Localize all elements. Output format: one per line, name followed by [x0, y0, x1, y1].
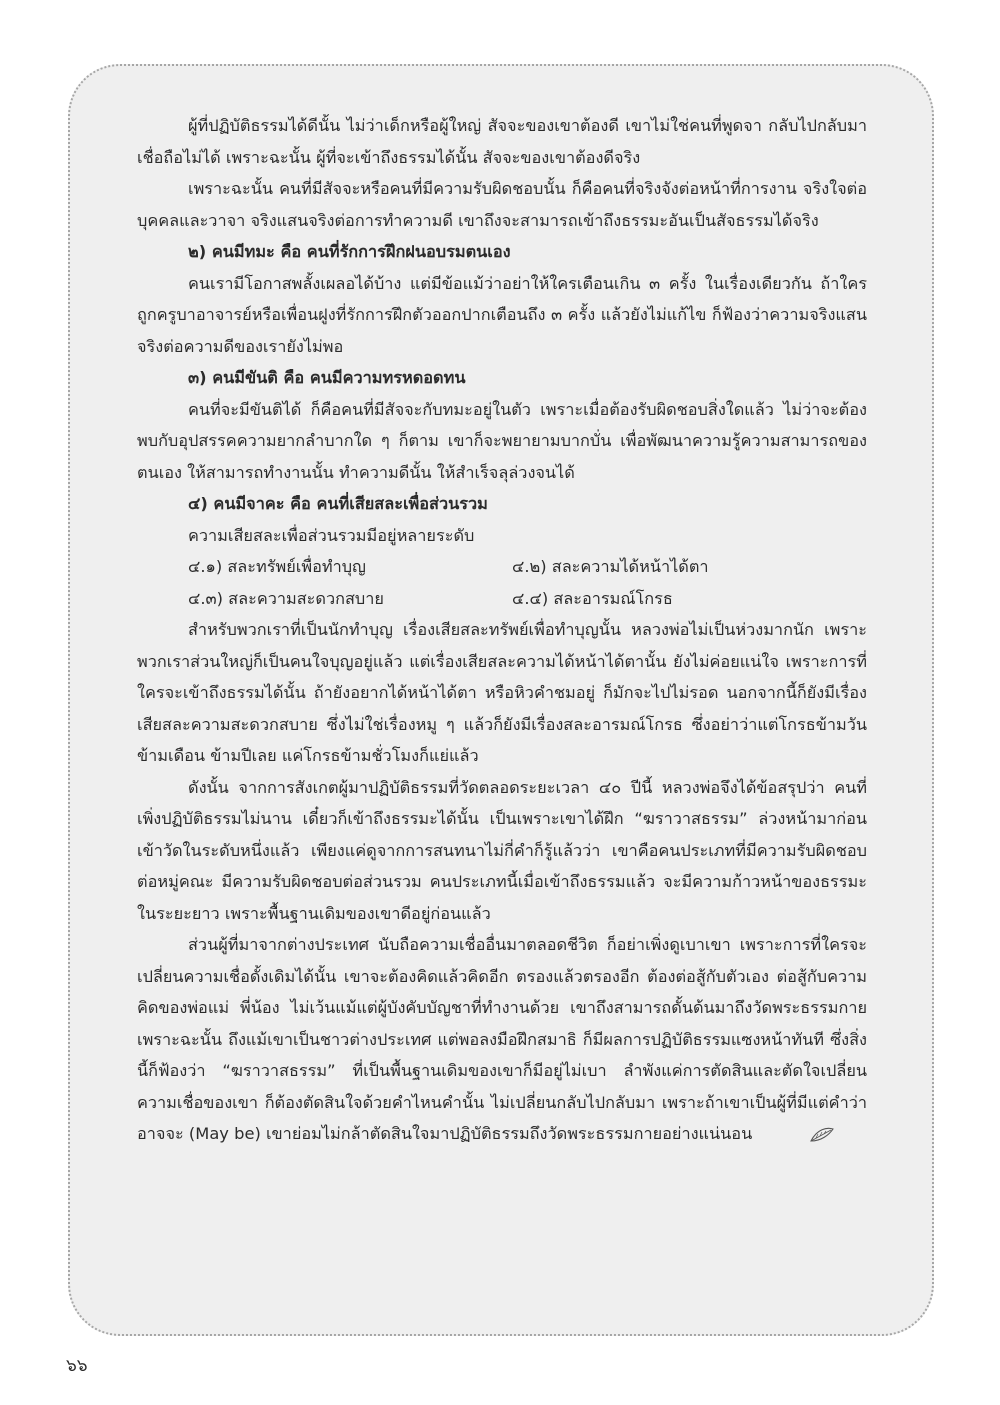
heading-jaga: ๔) คนมีจาคะ คือ คนที่เสียสละเพื่อส่วนรวม: [188, 494, 488, 513]
list-item-4-2: ๔.๒) สละความได้หน้าได้ตา: [512, 557, 709, 576]
paragraph-5: ความเสียสละเพื่อส่วนรวมมีอยู่หลายระดับ: [188, 525, 475, 545]
paragraph-6: สำหรับพวกเราที่เป็นนักทำบุญ เรื่องเสียสละทรัพย์เพื่อทำบุญนั้น หลวงพ่อไม่เป็นห่วงมากนัก เพราะพวกเราส่วนใหญ่ก็เป็นคนใจบุญอยู่แล้ว แต่เรื่องเสียสละความได้หน้าได้ตานั้น ยังไม่ค่อยแน่ใจ เพราะการที่ใครจะเข้าถึงธรรมได้นั้น ถ้ายังอยากได้หน้าได้ตา หรือหิวคำชมอยู่ ก็มักจะไปไม่รอด นอกจากนี้ก็ยังมีเรื่องเสียสละความสะดวกสบาย ซึ่งไม่ใช่เรื่องหมู ๆ แล้วก็ยังมีเรื่องสละอารมณ์โกรธ ซึ่งอย่าว่าแต่โกรธข้ามวัน ข้ามเดือน ข้ามปีเลย แค่โกรธข้ามชั่วโมงก็แย่แล้ว: [137, 620, 867, 765]
article-body: [137, 110, 867, 1154]
heading-dama: ๒) คนมีทมะ คือ คนที่รักการฝึกฝนอบรมตนเอง: [188, 242, 511, 261]
paragraph-1: ผู้ที่ปฏิบัติธรรมได้ดีนั้น ไม่ว่าเด็กหรือผู้ใหญ่ สัจจะของเขาต้องดี เขาไม่ใช่คนที่พูดจา กลับไปกลับมาเชื่อถือไม่ได้ เพราะฉะนั้น ผู้ที่จะเข้าถึงธรรมได้นั้น สัจจะของเขาต้องดีจริง: [137, 116, 867, 167]
leaf-icon: [758, 1122, 835, 1154]
list-item-4-3: ๔.๓) สละความสะดวกสบาย: [188, 588, 384, 608]
heading-khanti: ๓) คนมีขันติ คือ คนมีความทรหดอดทน: [188, 368, 466, 387]
page-number: ๖๖: [66, 1356, 88, 1376]
paragraph-8-text: ส่วนผู้ที่มาจากต่างประเทศ นับถือความเชื่ออื่นมาตลอดชีวิต ก็อย่าเพิ่งดูเบาเขา เพราะการที่ใครจะเปลี่ยนความเชื่อดั้งเดิมได้นั้น เขาจะต้องคิดแล้วคิดอีก ตรองแล้วตรองอีก ต้องต่อสู้กับตัวเอง ต่อสู้กับความคิดของพ่อแม่ พี่น้อง ไม่เว้นแม้แต่ผู้บังคับบัญชาที่ทำงานด้วย เขาถึงสามารถดั้นด้นมาถึงวัดพระธรรมกาย เพราะฉะนั้น ถึงแม้เขาเป็นชาวต่างประเทศ แต่พอลงมือฝึกสมาธิ ก็มีผลการปฏิบัติธรรมแซงหน้าทันที ซึ่งสิ่งนี้ก็ฟ้องว่า “ฆราวาสธรรม” ที่เป็นพื้นฐานเดิมของเขาก็มีอยู่ไม่เบา ลำพังแค่การตัดสินและตัดใจเปลี่ยนความเชื่อของเขา ก็ต้องตัดสินใจด้วยคำไหนคำนั้น ไม่เปลี่ยนกลับไปกลับมา เพราะถ้าเขาเป็นผู้ที่มีแต่คำว่า อาจจะ (May be) เขาย่อมไม่กล้าตัดสินใจมาปฏิบัติธรรมถึงวัดพระธรรมกายอย่างแน่นอน: [137, 935, 867, 1143]
paragraph-3: คนเรามีโอกาสพลั้งเผลอได้บ้าง แต่มีข้อแม้ว่าอย่าให้ใครเตือนเกิน ๓ ครั้ง ในเรื่องเดียวกัน ถ้าใครถูกครูบาอาจารย์หรือเพื่อนฝูงที่รักการฝึกตัวออกปากเตือนถึง ๓ ครั้ง แล้วยังไม่แก้ไข ก็ฟ้องว่าความจริงแสนจริงต่อความดีของเรายังไม่พอ: [137, 273, 867, 356]
paragraph-4: คนที่จะมีขันติได้ ก็คือคนที่มีสัจจะกับทมะอยู่ในตัว เพราะเมื่อต้องรับผิดชอบสิ่งใดแล้ว ไม่ว่าจะต้องพบกับอุปสรรคความยากลำบากใด ๆ ก็ตาม เขาก็จะพยายามบากบั่น เพื่อพัฒนาความรู้ความสามารถของตนเอง ให้สามารถทำงานนั้น ทำความดีนั้น ให้สำเร็จลุล่วงจนได้: [137, 399, 867, 482]
list-item-4-1: ๔.๑) สละทรัพย์เพื่อทำบุญ: [188, 557, 366, 576]
list-row-2: [137, 583, 867, 615]
list-item-4-4: ๔.๔) สละอารมณ์โกรธ: [512, 588, 673, 608]
paragraph-8: [137, 929, 867, 1154]
list-row-1: [137, 551, 867, 583]
paragraph-2: เพราะฉะนั้น คนที่มีสัจจะหรือคนที่มีความรับผิดชอบนั้น ก็คือคนที่จริงจังต่อหน้าที่การงาน จริงใจต่อบุคคลและวาจา จริงแสนจริงต่อการทำความดี เขาถึงจะสามารถเข้าถึงธรรมะอันเป็นสัจธรรมได้จริง: [137, 179, 867, 230]
paragraph-7: ดังนั้น จากการสังเกตผู้มาปฏิบัติธรรมที่วัดตลอดระยะเวลา ๔๐ ปีนี้ หลวงพ่อจึงได้ข้อสรุปว่า คนที่เพิ่งปฏิบัติธรรมไม่นาน เดี๋ยวก็เข้าถึงธรรมะได้นั้น เป็นเพราะเขาได้ฝึก “ฆราวาสธรรม” ล่วงหน้ามาก่อนเข้าวัดในระดับหนึ่งแล้ว เพียงแค่ดูจากการสนทนาไม่กี่คำก็รู้แล้วว่า เขาคือคนประเภทที่มีความรับผิดชอบต่อหมู่คณะ มีความรับผิดชอบต่อส่วนรวม คนประเภทนี้เมื่อเข้าถึงธรรมแล้ว จะมีความก้าวหน้าของธรรมะในระยะยาว เพราะพื้นฐานเดิมของเขาดีอยู่ก่อนแล้ว: [137, 777, 867, 923]
